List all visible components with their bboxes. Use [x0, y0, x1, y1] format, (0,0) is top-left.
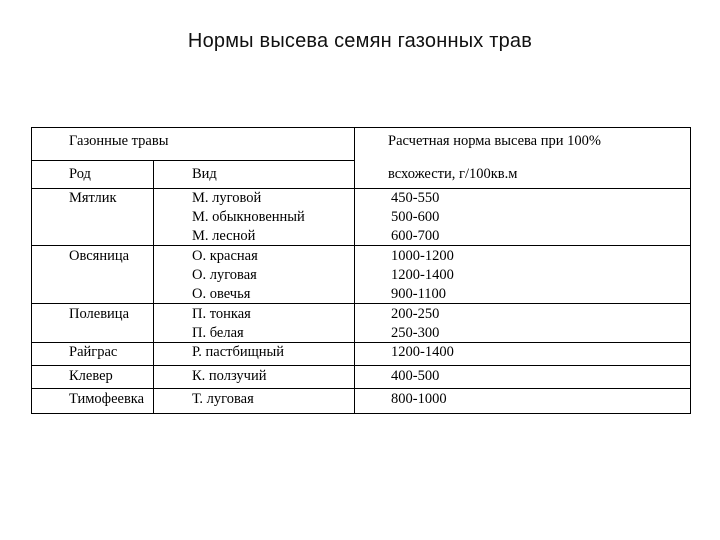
table-divider — [153, 160, 154, 413]
genus-cell: Тимофеевка — [69, 391, 145, 407]
species-cell: Р. пастбищный — [192, 344, 285, 360]
header-seeding-rate: Расчетная норма высева при 100% — [388, 133, 601, 149]
genus-cell: Райграс — [69, 344, 118, 360]
table-divider — [32, 245, 690, 246]
species-cell: П. белая — [192, 325, 244, 341]
species-cell: П. тонкая — [192, 306, 251, 322]
table-divider — [32, 342, 690, 343]
header-lawn-grasses: Газонные травы — [69, 133, 169, 149]
genus-cell: Овсяница — [69, 248, 130, 264]
rate-cell: 900-1100 — [391, 286, 447, 302]
genus-cell: Мятлик — [69, 190, 117, 206]
species-cell: М. лесной — [192, 228, 256, 244]
rate-cell: 500-600 — [391, 209, 440, 225]
seeding-rate-table — [31, 127, 691, 414]
table-divider — [32, 303, 690, 304]
table-divider — [32, 160, 354, 161]
rate-cell: 250-300 — [391, 325, 440, 341]
rate-cell: 800-1000 — [391, 391, 447, 407]
rate-cell: 1000-1200 — [391, 248, 454, 264]
species-cell: М. обыкновенный — [192, 209, 305, 225]
species-cell: О. овечья — [192, 286, 251, 302]
table-divider — [32, 188, 690, 189]
page-title: Нормы высева семян газонных трав — [187, 30, 533, 52]
rate-cell: 400-500 — [391, 368, 440, 384]
genus-cell: Клевер — [69, 368, 113, 384]
species-cell: К. ползучий — [192, 368, 267, 384]
species-cell: Т. луговая — [192, 391, 254, 407]
rate-cell: 1200-1400 — [391, 267, 454, 283]
header-genus: Род — [69, 166, 91, 182]
rate-cell: 200-250 — [391, 306, 440, 322]
rate-cell: 450-550 — [391, 190, 440, 206]
rate-cell: 1200-1400 — [391, 344, 454, 360]
table-divider — [32, 388, 690, 389]
species-cell: О. красная — [192, 248, 258, 264]
rate-cell: 600-700 — [391, 228, 440, 244]
species-cell: О. луговая — [192, 267, 257, 283]
species-cell: М. луговой — [192, 190, 262, 206]
header-species: Вид — [192, 166, 217, 182]
header-seeding-rate-unit: всхожести, г/100кв.м — [388, 166, 518, 182]
table-divider — [32, 365, 690, 366]
table-divider — [354, 128, 355, 413]
genus-cell: Полевица — [69, 306, 130, 322]
